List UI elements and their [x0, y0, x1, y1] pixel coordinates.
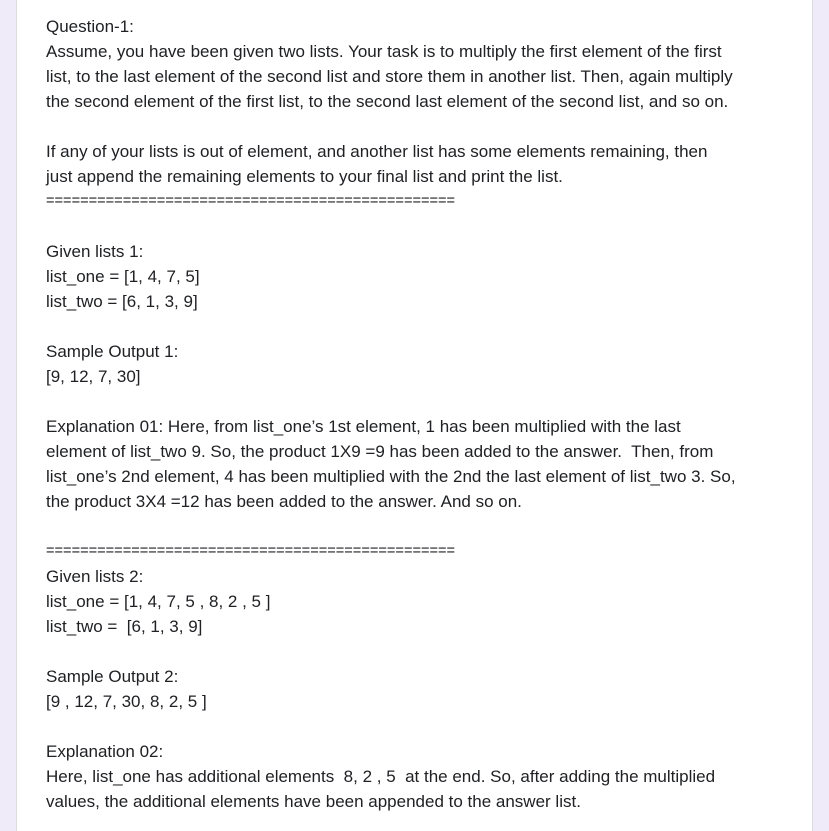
rule-line: If any of your lists is out of element, and another list has some elements remaining, then: [46, 142, 708, 161]
spacer: [46, 639, 796, 664]
explanation-2-title: Explanation 02:: [46, 742, 164, 761]
intro-line: Assume, you have been given two lists. Your task is to multiply the first element of the first: [46, 42, 722, 61]
explanation-1-line: element of list_two 9. So, the product 1X9 =9 has been added to the answer. Then, from: [46, 442, 714, 461]
sample-output-2-value: [9 , 12, 7, 30, 8, 2, 5 ]: [46, 692, 207, 711]
question-body: [46, 14, 796, 814]
spacer: [46, 314, 796, 339]
explanation-1-line: list_one’s 2nd element, 4 has been multiplied with the 2nd the last element of list_two 3. So,: [46, 467, 736, 486]
example1-list-one: list_one = [1, 4, 7, 5]: [46, 267, 200, 286]
sample-output-1-label: Sample Output 1:: [46, 342, 179, 361]
explanation-1-line: Explanation 01: Here, from list_one’s 1st element, 1 has been multiplied with the last: [46, 417, 681, 436]
explanation-2-line: Here, list_one has additional elements 8, 2 , 5 at the end. So, after adding the multiplied: [46, 767, 716, 786]
given-lists-2-label: Given lists 2:: [46, 567, 144, 586]
spacer: [46, 514, 796, 539]
spacer: [46, 214, 796, 239]
explanation-2-line: values, the additional elements have been appended to the answer list.: [46, 792, 581, 811]
rule-line: just append the remaining elements to your final list and print the list.: [46, 167, 563, 186]
example1-list-two: list_two = [6, 1, 3, 9]: [46, 292, 198, 311]
example2-list-two: list_two = [6, 1, 3, 9]: [46, 617, 203, 636]
spacer: [46, 114, 796, 139]
spacer: [46, 714, 796, 739]
explanation-1-line: the product 3X4 =12 has been added to the answer. And so on.: [46, 492, 522, 511]
sample-output-2-label: Sample Output 2:: [46, 667, 179, 686]
intro-line: the second element of the first list, to the second last element of the second list, and so on.: [46, 92, 729, 111]
sample-output-1-value: [9, 12, 7, 30]: [46, 367, 141, 386]
question-title: Question-1:: [46, 17, 134, 36]
question-card: [16, 0, 813, 831]
given-lists-1-label: Given lists 1:: [46, 242, 144, 261]
example2-list-one: list_one = [1, 4, 7, 5 , 8, 2 , 5 ]: [46, 592, 271, 611]
separator-line: ================================================: [46, 543, 456, 559]
separator-line: ================================================: [46, 193, 456, 209]
intro-line: list, to the last element of the second list and store them in another list. Then, again multiply: [46, 67, 733, 86]
spacer: [46, 389, 796, 414]
